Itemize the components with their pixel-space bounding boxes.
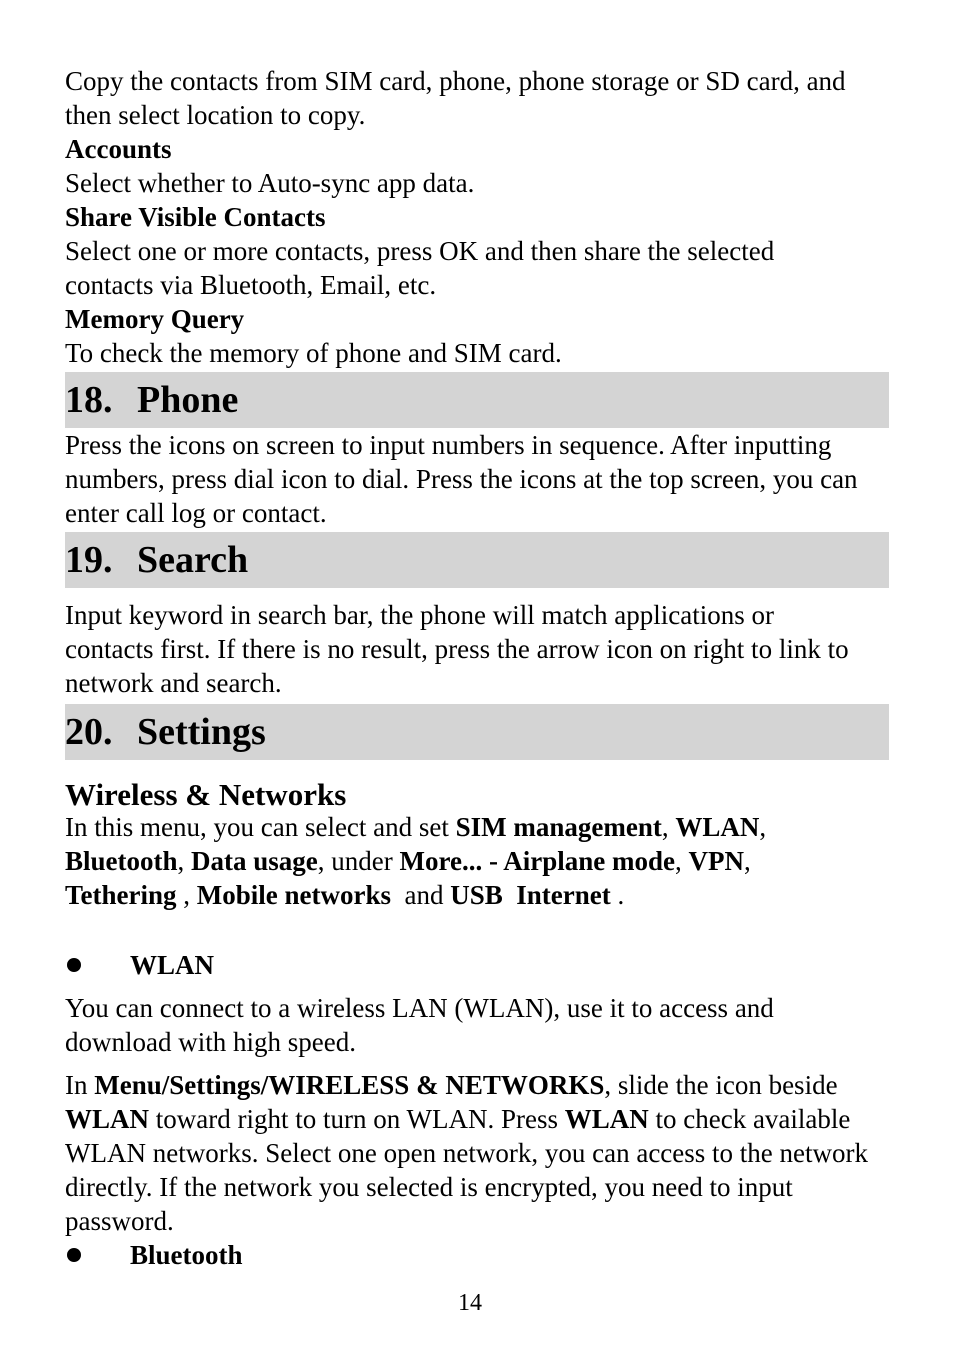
share-visible-contacts-text: Select one or more contacts, press OK and then share the selected contacts via Bluetooth, Email, etc. <box>65 236 775 300</box>
airplane-mode-term: More... - Airplane mode <box>399 846 675 876</box>
search-text: Input keyword in search bar, the phone will match applications or contacts first. If there is no result, press the arrow icon on right to link to network and search. <box>65 600 849 698</box>
section-title: Settings <box>137 711 266 753</box>
usb-internet-term: USB Internet <box>450 880 611 910</box>
text-run: , <box>759 812 767 842</box>
text-run: , <box>661 812 676 842</box>
bluetooth-bullet-label: Bluetooth <box>130 1240 243 1270</box>
sim-management-term: SIM management <box>455 812 662 842</box>
section-number: 18. <box>65 379 113 421</box>
tethering-term: Tethering <box>65 880 177 910</box>
text-run: In <box>65 1070 95 1100</box>
phone-text: Press the icons on screen to input numbers in sequence. After inputting numbers, press dial icon to dial. Press the icons at the top screen, you can enter call log or contact. <box>65 430 858 528</box>
memory-query-text: To check the memory of phone and SIM card. <box>65 338 562 368</box>
bullet-dot-icon <box>67 958 81 972</box>
text-run: , slide the icon beside <box>604 1070 838 1100</box>
text-run: and <box>391 880 451 910</box>
wlan-term: WLAN <box>675 812 760 842</box>
wlan-bullet <box>65 948 889 982</box>
text-run: , <box>176 880 197 910</box>
text-run: , under <box>317 846 400 876</box>
text-run: to check available WLAN networks. Select one open network, you can access to the network directly. If the network you selected is encrypted, you need to input password. <box>65 1104 868 1236</box>
section-heading-phone <box>65 372 889 428</box>
memory-query-label: Memory Query <box>65 304 245 334</box>
accounts-text: Select whether to Auto-sync app data. <box>65 168 475 198</box>
text-run: In this menu, you can select and set <box>65 812 456 842</box>
wlan-paragraph-2 <box>65 1068 877 1238</box>
wlan-bullet-label: WLAN <box>130 950 215 980</box>
menu-path-term: Menu/Settings/WIRELESS & NETWORKS <box>94 1070 605 1100</box>
data-usage-term: Data usage <box>191 846 318 876</box>
text-run: toward right to turn on WLAN. Press <box>149 1104 565 1134</box>
page-number: 14 <box>458 1290 482 1316</box>
bullet-dot-icon <box>67 1248 81 1262</box>
vpn-term: VPN <box>688 846 744 876</box>
text-run: , <box>743 846 751 876</box>
accounts-label: Accounts <box>65 134 172 164</box>
share-visible-contacts-label: Share Visible Contacts <box>65 202 326 232</box>
section-title: Phone <box>137 379 239 421</box>
text-run: . <box>610 880 625 910</box>
wlan-term: WLAN <box>65 1104 150 1134</box>
copy-contacts-text: Copy the contacts from SIM card, phone, phone storage or SD card, and then select location to copy. <box>65 66 846 130</box>
wlan-term: WLAN <box>564 1104 649 1134</box>
section-heading-search <box>65 532 889 588</box>
section-title: Search <box>137 539 249 581</box>
wireless-networks-heading: Wireless & Networks <box>65 777 347 812</box>
text-run: , <box>177 846 192 876</box>
document-page <box>65 64 889 1272</box>
mobile-networks-term: Mobile networks <box>196 880 391 910</box>
wireless-networks-text <box>65 810 865 912</box>
section-number: 19. <box>65 539 113 581</box>
text-run: , <box>674 846 689 876</box>
section-number: 20. <box>65 711 113 753</box>
bluetooth-term: Bluetooth <box>65 846 178 876</box>
wlan-paragraph-1: You can connect to a wireless LAN (WLAN), use it to access and download with high speed. <box>65 993 774 1057</box>
bluetooth-bullet <box>65 1238 889 1272</box>
section-heading-settings <box>65 704 889 760</box>
